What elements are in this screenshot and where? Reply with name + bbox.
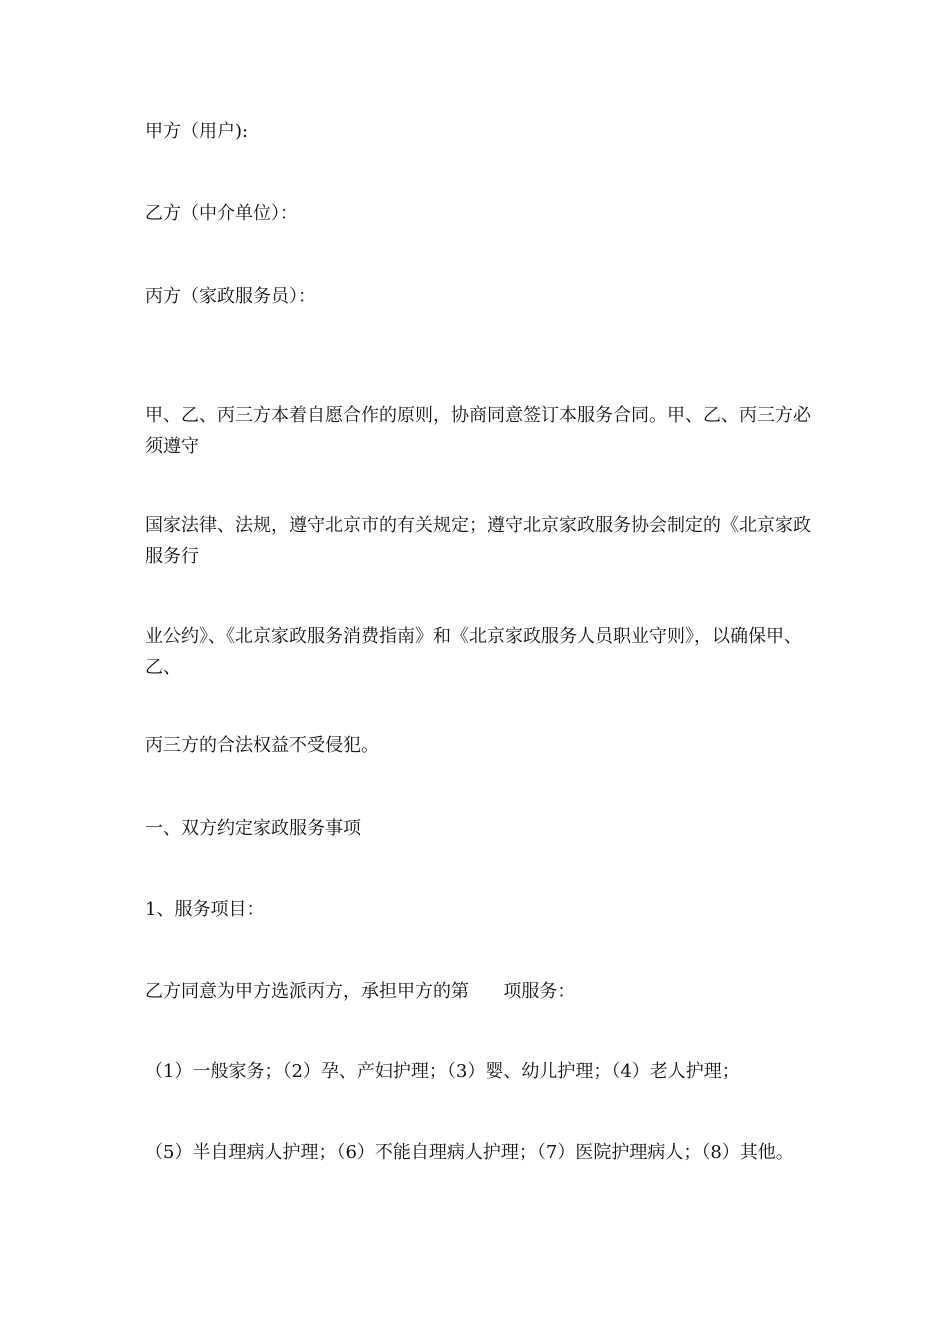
service-assignment-line: 乙方同意为甲方选派丙方，承担甲方的第 项服务： xyxy=(145,981,576,1002)
section-1-title: 一、双方约定家政服务事项 xyxy=(145,818,361,839)
contract-paragraph-1: 甲、乙、丙三方本着自愿合作的原则，协商同意签订本服务合同。甲、乙、丙三方必须遵守 xyxy=(145,405,811,457)
contract-paragraph-3: 业公约》、《北京家政服务消费指南》和《北京家政服务人员职业守则》，以确保甲、乙、 xyxy=(145,626,802,678)
service-options-line-2: （5）半自理病人护理；（6）不能自理病人护理；（7）医院护理病人；（8）其他。 xyxy=(145,1142,794,1163)
contract-paragraph-4: 丙三方的合法权益不受侵犯。 xyxy=(145,735,379,756)
party-c-label: 丙方（家政服务员）： xyxy=(145,286,316,307)
contract-paragraph-2: 国家法律、法规，遵守北京市的有关规定；遵守北京家政服务协会制定的《北京家政服务行 xyxy=(145,515,811,567)
item-1-title: 1、服务项目： xyxy=(145,899,265,920)
party-a-label: 甲方（用户): xyxy=(145,121,249,142)
party-b-label: 乙方（中介单位）： xyxy=(145,203,298,224)
service-options-line-1: （1）一般家务；（2）孕、产妇护理；（3）婴、幼儿护理；（4）老人护理； xyxy=(145,1061,740,1082)
